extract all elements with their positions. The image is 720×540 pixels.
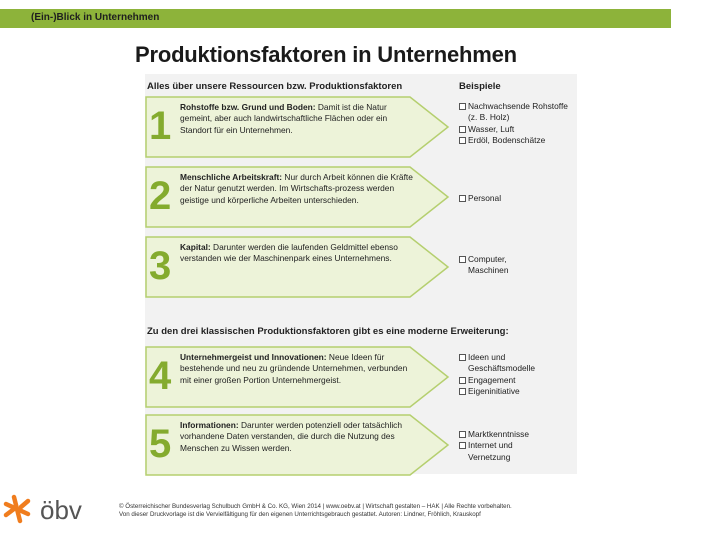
example-text: Personal	[468, 193, 502, 203]
factor-row	[145, 346, 577, 408]
checkbox-icon	[459, 388, 466, 395]
checkbox-icon	[459, 137, 466, 144]
checkbox-icon	[459, 103, 466, 110]
factor-row	[145, 414, 577, 476]
factor-number: 4	[149, 354, 172, 398]
example-text: Nachwachsende Rohstoffe (z. B. Holz)	[468, 101, 568, 123]
header-bar	[0, 9, 671, 28]
factor-text: Darunter werden die laufenden Geldmittel ebenso verstanden wie der Maschinenpark eines Unternehmens.	[180, 242, 398, 264]
example-item	[459, 254, 529, 277]
factor-term: Rohstoffe bzw. Grund und Boden:	[180, 102, 316, 112]
example-item	[459, 386, 569, 397]
example-text: Wasser, Luft	[468, 123, 515, 134]
example-text: Ideen und Geschäftsmodelle	[468, 352, 536, 374]
factor-row	[145, 166, 577, 228]
section-heading-resources: Alles über unsere Ressourcen bzw. Produktionsfaktoren	[147, 81, 403, 92]
example-text: Internet und Vernetzung	[468, 440, 513, 462]
examples-list	[459, 101, 577, 146]
checkbox-icon	[459, 195, 466, 202]
factor-number: 5	[149, 422, 172, 466]
factor-description	[180, 242, 420, 265]
section-heading-extension: Zu den drei klassischen Produktionsfaktoren gibt es eine moderne Erweiterung:	[147, 326, 509, 337]
factor-text: Nur durch Arbeit können die Kräfte der Natur genutzt werden. Im Wirtschafts-prozess werden geistige und körperliche Arbeiten unterschieden.	[180, 172, 413, 205]
example-item	[459, 135, 577, 146]
factor-text: Neue Ideen für bestehende und neu zu gründende Unternehmen, verbunden mit einer großen Portion Unternehmergeist.	[180, 352, 408, 385]
example-text: Erdöl, Bodenschätze	[468, 134, 546, 145]
example-item	[459, 193, 501, 204]
oebv-logo	[2, 494, 92, 524]
factor-text: Damit ist die Natur gemeint, aber auch landwirtschaftliche Flächen oder ein Standort für ein Unternehmen.	[180, 102, 388, 135]
content-panel	[145, 74, 577, 474]
checkbox-icon	[459, 256, 466, 263]
examples-list	[459, 352, 569, 397]
example-item	[459, 352, 569, 375]
factor-description	[180, 102, 420, 136]
checkbox-icon	[459, 431, 466, 438]
oebv-logo-icon	[2, 494, 92, 524]
example-text: Eigeninitiative	[468, 385, 520, 396]
factor-description	[180, 352, 420, 386]
examples-heading: Beispiele	[459, 81, 501, 92]
examples-list	[459, 254, 529, 277]
examples-list	[459, 193, 501, 204]
factor-row	[145, 236, 577, 298]
factor-description	[180, 420, 420, 454]
example-text: Marktkenntnisse	[468, 429, 529, 439]
slide-title: Produktionsfaktoren in Unternehmen	[135, 42, 517, 67]
copyright-notice	[119, 503, 512, 520]
factor-term: Informationen:	[180, 420, 239, 430]
factor-term: Kapital:	[180, 242, 211, 252]
example-text: Computer, Maschinen	[468, 254, 509, 276]
factor-number: 1	[149, 104, 172, 148]
logo-text: öbv	[40, 495, 82, 524]
example-item	[459, 440, 549, 463]
factor-term: Unternehmergeist und Innovationen:	[180, 352, 327, 362]
example-item	[459, 375, 569, 386]
factor-number: 2	[149, 174, 172, 218]
factor-number: 3	[149, 244, 172, 288]
example-item	[459, 124, 577, 135]
checkbox-icon	[459, 126, 466, 133]
checkbox-icon	[459, 442, 466, 449]
example-item	[459, 429, 549, 440]
factor-text: Darunter werden potenziell oder tatsächlich vorhandene Daten verstanden, die durch die Nutzung des Menschen zu Wissen werden.	[180, 420, 403, 453]
checkbox-icon	[459, 354, 466, 361]
copyright-line-2: Von dieser Druckvorlage ist die Vervielfältigung für den eigenen Unterrichtsgebrauch gestattet. Autoren: Lindner, Fröhlich, Krauskopf	[119, 511, 481, 519]
example-item	[459, 101, 577, 124]
example-text: Engagement	[468, 374, 516, 385]
checkbox-icon	[459, 377, 466, 384]
factor-term: Menschliche Arbeitskraft:	[180, 172, 283, 182]
header-label: (Ein-)Blick in Unternehmen	[31, 12, 160, 23]
factor-row	[145, 96, 577, 158]
factor-description	[180, 172, 420, 206]
examples-list	[459, 429, 549, 463]
copyright-line-1: © Österreichischer Bundesverlag Schulbuch GmbH & Co. KG, Wien 2014 | www.oebv.at | Wirtschaft gestalten – HAK | Alle Rechte vorbehalten.	[119, 503, 512, 510]
